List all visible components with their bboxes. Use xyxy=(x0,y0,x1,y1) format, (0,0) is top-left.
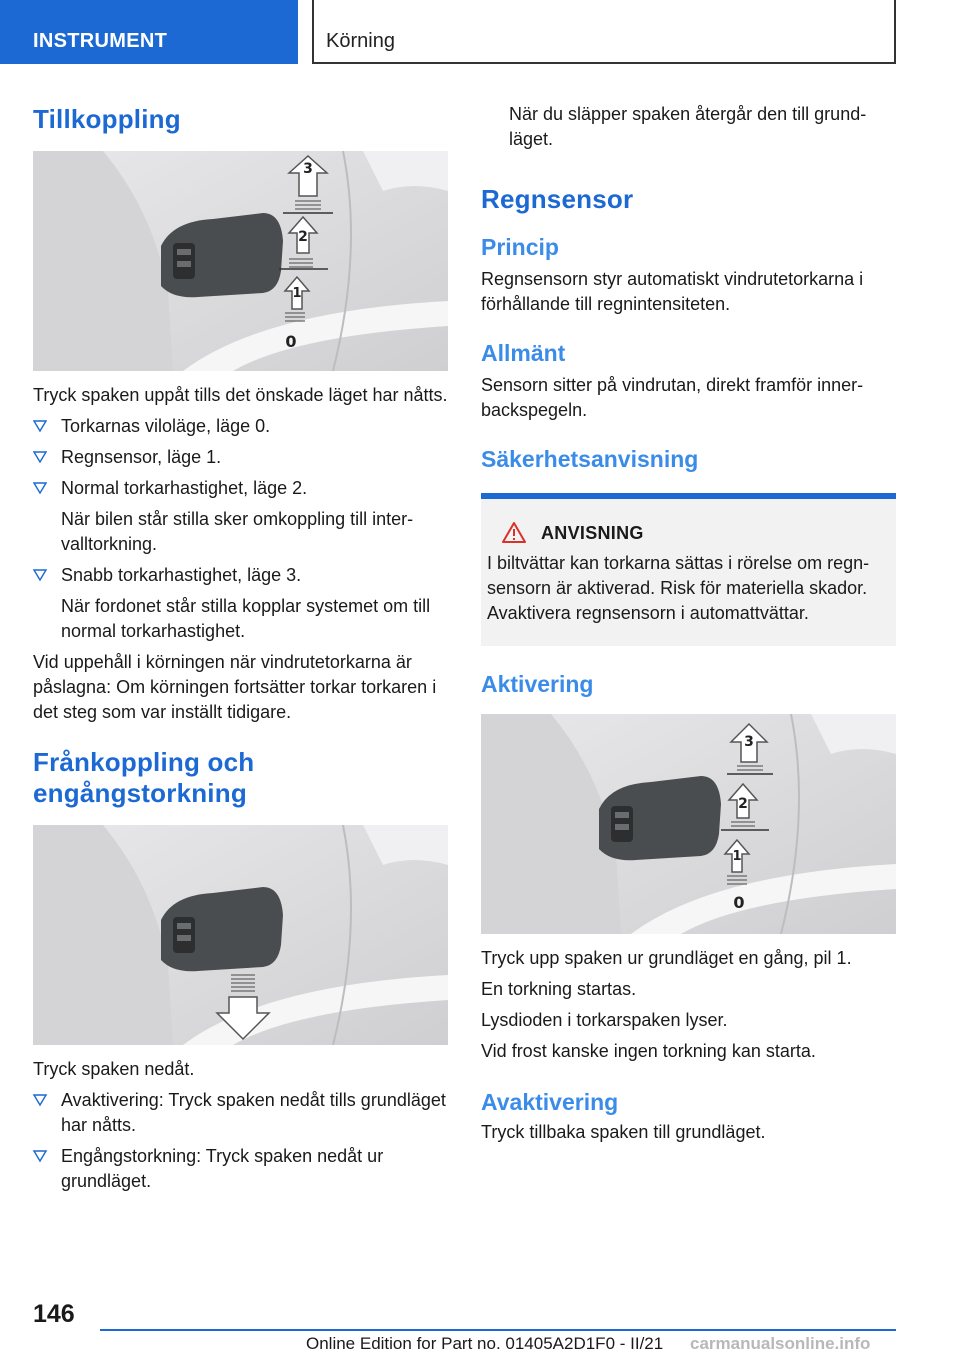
triangle-bullet-icon xyxy=(33,1093,47,1107)
heading-allmant: Allmänt xyxy=(481,340,566,366)
tillkoppling-intro: Tryck spaken uppåt tills det önskade läget har nåtts. xyxy=(33,385,448,405)
triangle-bullet-icon xyxy=(33,419,47,433)
svg-text:0: 0 xyxy=(285,332,297,351)
list-item: Avaktivering: Tryck spaken nedåt tills grundläget har nåtts. xyxy=(33,1088,448,1138)
list-item: Snabb torkarhastighet, läge 3. När fordonet står stilla kopplar systemet om till normal torkarhastighet. xyxy=(33,563,448,644)
heading-tillkoppling: Tillkoppling xyxy=(33,104,181,134)
svg-text:2: 2 xyxy=(738,796,748,812)
list-item: Normal torkarhastighet, läge 2. När bilen står stilla sker omkoppling till intervalltorkning. xyxy=(33,476,448,557)
heading-frankoppling: Frånkoppling och engångstorkning xyxy=(33,747,255,808)
frankoppling-intro: Tryck spaken nedåt. xyxy=(33,1059,195,1079)
page-header xyxy=(0,0,960,66)
aktivering-line-1: Tryck upp spaken ur grundläget en gång, pil 1. xyxy=(481,948,852,968)
chapter-tab: Körning xyxy=(312,0,896,64)
wiper-lever-illustration xyxy=(33,151,448,371)
warning-title: ANVISNING xyxy=(487,521,888,545)
wiper-lever-down-illustration xyxy=(33,825,448,1045)
allmant-text: Sensorn sitter på vindrutan, direkt framför innerbackspegeln. xyxy=(481,375,864,420)
right-column xyxy=(481,96,896,1145)
triangle-bullet-icon xyxy=(33,450,47,464)
footer-divider xyxy=(100,1329,896,1331)
aktivering-line-2: En torkning startas. xyxy=(481,979,637,999)
avaktivering-text: Tryck tillbaka spaken till grundläget. xyxy=(481,1122,766,1142)
warning-text: I biltvättar kan torkarna sättas i rörelse om regnsensorn är aktiverad. Risk för materiella skador. Avaktivera regnsensorn i automattvättar. xyxy=(487,553,870,623)
svg-text:3: 3 xyxy=(303,161,313,177)
tillkoppling-outro: Vid uppehåll i körningen när vindrutetorkarna är påslagna: Om körningen fortsätter torkar torkaren i det steg som var inställt tidigare. xyxy=(33,652,437,722)
figure-aktivering xyxy=(481,714,896,934)
svg-text:1: 1 xyxy=(292,286,302,301)
svg-text:1: 1 xyxy=(732,849,742,864)
svg-text:2: 2 xyxy=(298,229,308,245)
warning-icon xyxy=(501,521,527,545)
continuation-text: När du släpper spaken återgår den till grundläget. xyxy=(509,104,867,149)
section-tab: INSTRUMENT xyxy=(0,0,298,64)
triangle-bullet-icon xyxy=(33,1149,47,1163)
heading-aktivering: Aktivering xyxy=(481,671,594,697)
heading-avaktivering: Avaktivering xyxy=(481,1089,619,1115)
figure-wiper-lever-down xyxy=(33,825,448,1045)
heading-regnsensor: Regnsensor xyxy=(481,184,634,214)
list-item: Torkarnas viloläge, läge 0. xyxy=(33,414,448,439)
wiper-lever-activation-illustration xyxy=(481,714,896,934)
warning-box xyxy=(481,493,896,646)
triangle-bullet-icon xyxy=(33,481,47,495)
left-column xyxy=(33,96,448,1194)
frankoppling-list xyxy=(33,1088,448,1194)
svg-text:0: 0 xyxy=(733,893,745,912)
figure-wiper-lever-up xyxy=(33,151,448,371)
list-item: Engångstorkning: Tryck spaken nedåt ur grundläget. xyxy=(33,1144,448,1194)
heading-sakerhetsanvisning: Säkerhetsanvisning xyxy=(481,446,699,472)
aktivering-line-4: Vid frost kanske ingen torkning kan starta. xyxy=(481,1041,816,1061)
heading-princip: Princip xyxy=(481,234,559,260)
footer-edition: Online Edition for Part no. 01405A2D1F0 - II/21 xyxy=(306,1334,664,1353)
triangle-bullet-icon xyxy=(33,568,47,582)
aktivering-line-3: Lysdioden i torkarspaken lyser. xyxy=(481,1010,728,1030)
page-number: 146 xyxy=(33,1300,75,1328)
princip-text: Regnsensorn styr automatiskt vindrutetorkarna i förhållande till regnintensiteten. xyxy=(481,269,864,314)
svg-text:3: 3 xyxy=(744,734,754,750)
tillkoppling-list xyxy=(33,414,448,644)
footer-watermark: carmanualsonline.info xyxy=(690,1334,871,1353)
list-item: Regnsensor, läge 1. xyxy=(33,445,448,470)
